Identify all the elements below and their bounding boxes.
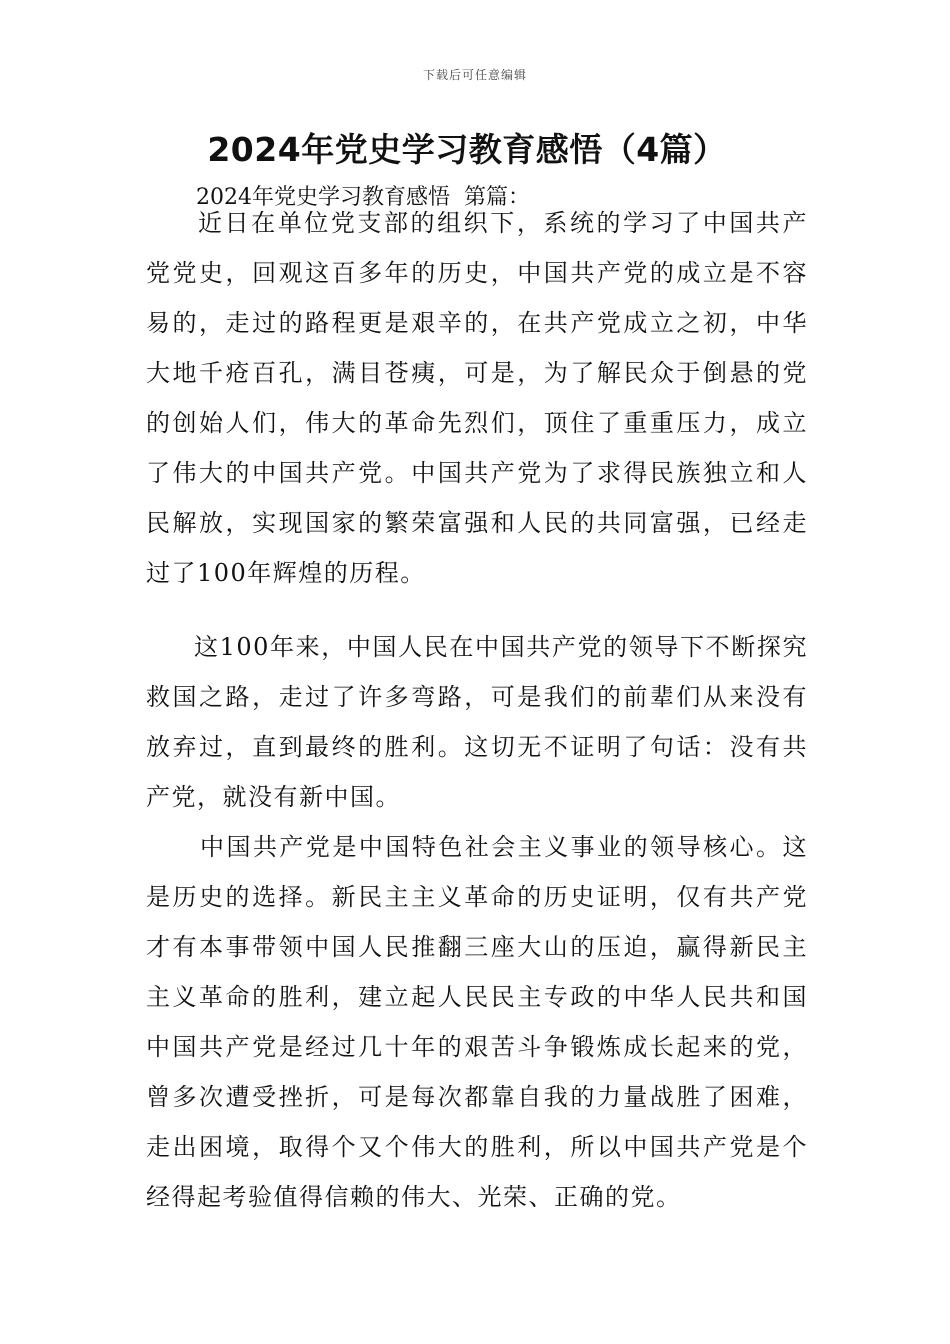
- header-note: 下载后可任意编辑: [422, 68, 527, 82]
- document-title: 2024年党史学习教育感悟（4篇）: [207, 130, 727, 169]
- paragraph-2: 这100年来，中国人民在中国共产党的领导下不断探究救国之路，走过了许多弯路，可是我们的前辈们从来没有放弃过，直到最终的胜利。这切无不证明了句话：没有共产党，就没有新中国。: [146, 633, 808, 811]
- paragraph-1: 近日在单位党支部的组织下，系统的学习了中国共产党党史，回观这百多年的历史，中国共产党的成立是不容易的，走过的路程更是艰辛的，在共产党成立之初，中华大地千疮百孔，满目苍痍，可是，为了解民众于倒悬的党的创始人们，伟大的革命先烈们，顶住了重重压力，成立了伟大的中国共产党。中国共产党为了求得民族独立和人民解放，实现国家的繁荣富强和人民的共同富强，已经走过了100年辉煌的历程。: [146, 209, 808, 587]
- paragraph-3: 中国共产党是中国特色社会主义事业的领导核心。这是历史的选择。新民主主义革命的历史证明，仅有共产党才有本事带领中国人民推翻三座大山的压迫，赢得新民主主义革命的胜利，建立起人民民主专政的中华人民共和国中国共产党是经过几十年的艰苦斗争锻炼成长起来的党，曾多次遭受挫折，可是每次都靠自我的力量战胜了困难，走出困境，取得个又个伟大的胜利，所以中国共产党是个经得起考验值得信赖的伟大、光荣、正确的党。: [146, 833, 808, 1211]
- document-subtitle: 2024年党史学习教育感悟 第篇：: [196, 185, 530, 210]
